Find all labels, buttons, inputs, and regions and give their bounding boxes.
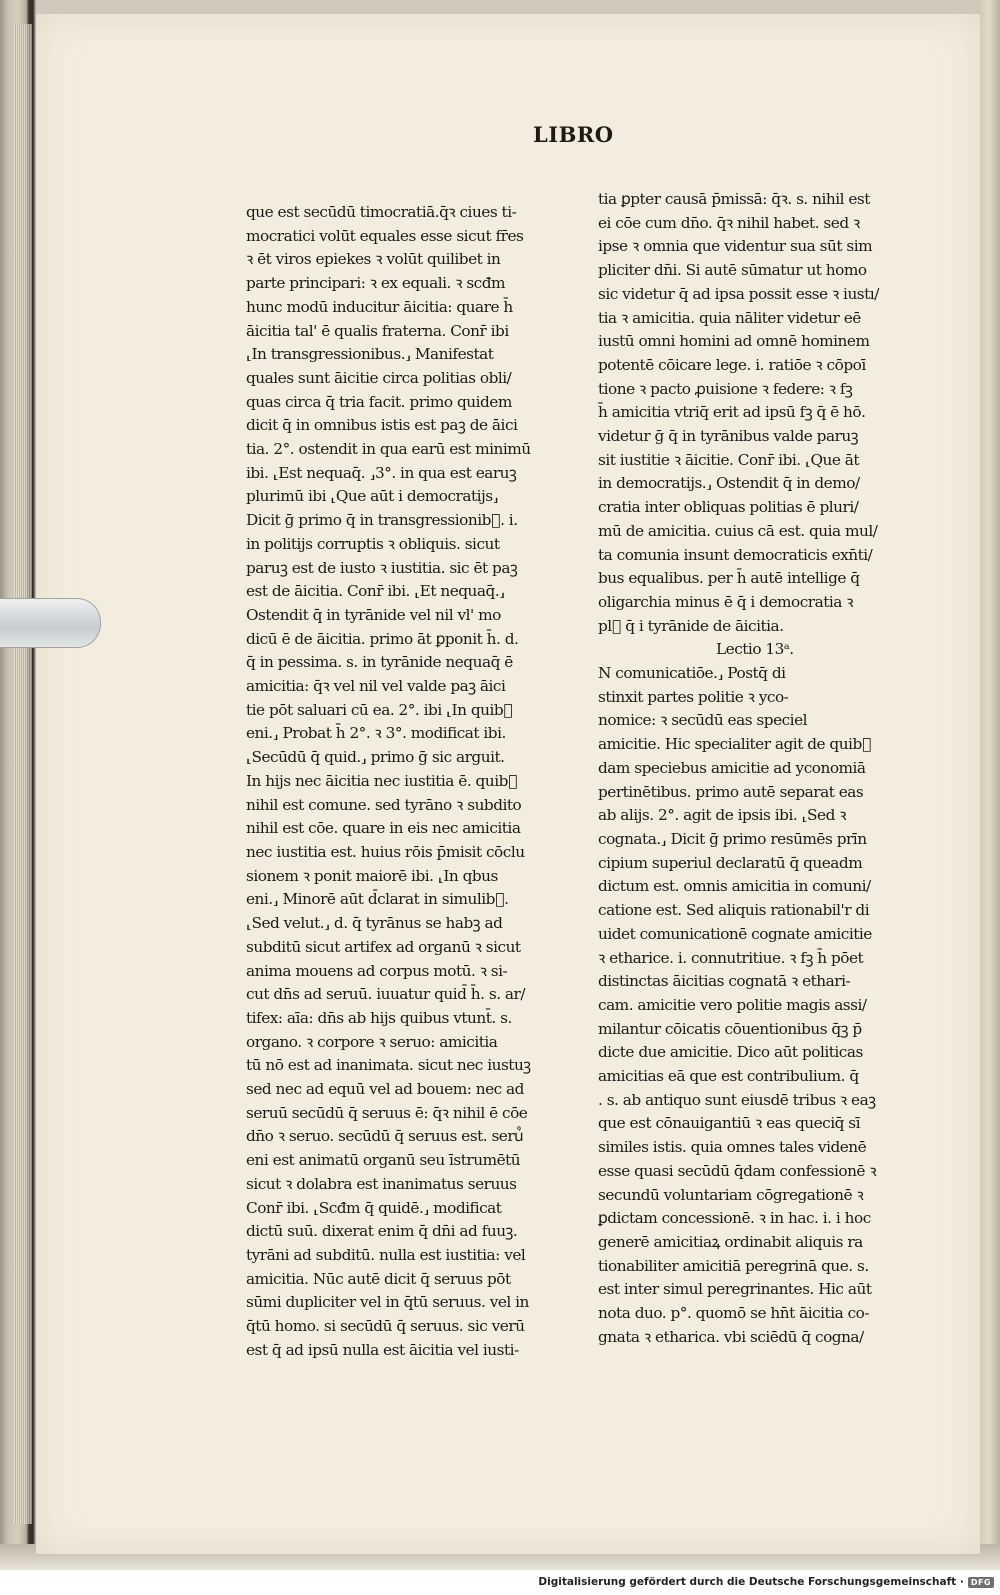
- text-line: In hijs nec āicitia nec iustitia ē. quib᷒: [246, 771, 518, 790]
- text-line: Conr̄ ibi. ⸤Scđm q̄ quidē.⸥ modificat: [246, 1198, 502, 1217]
- text-line: ipse ꝛ omnia que videntur sua sūt sim: [598, 237, 873, 256]
- text-line: eni est animatū organū seu īstrumētū: [246, 1151, 521, 1170]
- text-line: tia. 2°. ostendit in qua earū est minimū: [246, 440, 531, 459]
- text-line: sit iustitie ꝛ āicitie. Conr̄ ibi. ⸤Que āt: [598, 450, 860, 469]
- text-line: esse quasi secūdū q̄dam confessionē ꝛ: [598, 1161, 877, 1180]
- text-line: bus equalibus. per h̄ autē intellige q̄: [598, 569, 860, 588]
- text-line: ꝛ etharice. i. connutritiue. ꝛ fꝫ h̄ pōet: [598, 948, 864, 967]
- text-line: h̄ amicitia vtriq̄ erit ad ipsū fꝫ q̄ ē hō.: [598, 403, 866, 422]
- next-page-edge: [978, 0, 1000, 1570]
- text-line: hunc modū inducitur āicitia: quare h̄: [246, 297, 513, 316]
- text-line: q̄tū homo. si secūdū q̄ seruus. sic verū: [246, 1317, 525, 1336]
- text-line: cratia inter obliquas politias ē pluri/: [598, 498, 859, 517]
- text-line: in democratijs.⸥ Ostendit q̄ in demo/: [598, 474, 860, 493]
- text-line: mū de amicitia. cuius cā est. quia mul/: [598, 521, 878, 540]
- text-line: cam. amicitie vero politie magis assi/: [598, 995, 867, 1014]
- text-line: ibi. ⸤Est nequaq̄. ⸥3°. in qua est earuꝫ: [246, 463, 517, 482]
- text-line: est q̄ ad ipsū nulla est āicitia vel iusti-: [246, 1340, 519, 1359]
- funding-text: Digitalisierung gefördert durch die Deutsche Forschungsgemeinschaft ·: [538, 1576, 964, 1588]
- text-line: amicitia: q̄ꝛ vel nil vel valde paꝫ āici: [246, 677, 506, 696]
- text-line: iustū omni homini ad omnē hominem: [598, 332, 870, 351]
- text-line: dam speciebus amicitie ad yconomiā: [598, 758, 866, 777]
- text-line: ⸤In transgressionibus.⸥ Manifestat: [246, 345, 494, 364]
- text-line: paruꝫ est de iusto ꝛ iustitia. sic ēt paꝫ: [246, 558, 518, 577]
- dfg-logo: DFG: [968, 1577, 994, 1588]
- text-line: in politijs corruptis ꝛ obliquis. sicut: [246, 534, 500, 553]
- text-line: oligarchia minus ē q̄ i democratia ꝛ: [598, 592, 853, 611]
- text-line: sionem ꝛ ponit maiorē ibi. ⸤In qbus: [246, 866, 498, 885]
- text-line: Ostendit q̄ in tyrānide vel nil vl' mo: [246, 605, 501, 624]
- text-line: tie pōt saluari cū ea. 2°. ibi ⸤In quib᷒: [246, 700, 513, 719]
- text-line: ⸤Secūdū q̄ quid.⸥ primo ḡ sic arguit.: [246, 748, 505, 767]
- text-line: quales sunt āicitie circa politias obli/: [246, 368, 512, 387]
- text-line: Dicit ḡ primo q̄ in transgressionib᷒. i.: [246, 511, 518, 530]
- text-line: mocratici volūt equales esse sicut fr̄es: [246, 226, 524, 245]
- text-line: dicit q̄ in omnibus istis est paꝫ de āici: [246, 416, 518, 435]
- text-line: eni.⸥ Probat h̄ 2°. ꝛ 3°. modificat ibi.: [246, 724, 506, 743]
- text-line: eni.⸥ Minorē aūt d̄clarat in simulib᷒.: [246, 890, 509, 909]
- text-line: ei cōe cum dn̄o. q̄ꝛ nihil habet. sed ꝛ: [598, 213, 860, 232]
- text-line: tionabiliter amicitiā peregrinā que. s.: [598, 1256, 869, 1275]
- text-line: āicitia tal' ē qualis fraterna. Conr̄ ibi: [246, 321, 509, 340]
- text-line: nihil est comune. sed tyrāno ꝛ subdito: [246, 795, 522, 814]
- right-text-column: [598, 188, 918, 1349]
- text-line: uidet comunicationē cognate amicitie: [598, 924, 872, 943]
- text-line: quas circa q̄ tria facit. primo quidem: [246, 392, 512, 411]
- text-line: seruū secūdū q̄ seruus ē: q̄ꝛ nihil ē cōe: [246, 1103, 528, 1122]
- text-line: dictū suū. dixerat enim q̄ dn̄i ad fuuꝫ.: [246, 1222, 518, 1241]
- text-line: est inter simul peregrinantes. Hic aūt: [598, 1280, 872, 1299]
- text-line: que est secūdū timocratiā.q̄ꝛ ciues ti-: [246, 203, 517, 221]
- text-line: tifex: aīa: dn̄s ab hijs quibus vtunt̄. s.: [246, 1008, 512, 1027]
- text-line: dicte due amicitie. Dico aūt politicas: [598, 1043, 863, 1062]
- text-line: q̄ in pessima. s. in tyrānide nequaq̄ ē: [246, 653, 513, 672]
- text-line: ta comunia insunt democraticis exn̄ti/: [598, 545, 873, 564]
- text-line: cut dn̄s ad seruū. iuuatur quid̄ h̄. s. ar/: [246, 985, 526, 1004]
- text-line: nec iustitia est. huius rōis p̄misit cōclu: [246, 842, 525, 861]
- text-line: ab alijs. 2°. agit de ipsis ibi. ⸤Sed ꝛ: [598, 806, 846, 825]
- text-line: generē amicitiaꝝ ordinabit aliquis ra: [598, 1232, 863, 1251]
- text-line: tia ꝑpter causā p̄missā: q̄ꝛ. s. nihil est: [598, 190, 870, 208]
- page-tab: [0, 598, 101, 648]
- text-line: nihil est cōe. quare in eis nec amicitia: [246, 819, 521, 838]
- text-line: plurimū ibi ⸤Que aūt i democratijs⸥: [246, 487, 499, 506]
- text-line: organo. ꝛ corpore ꝛ seruo: amicitia: [246, 1032, 498, 1051]
- text-line: parte principari: ꝛ ex equali. ꝛ scđm: [246, 274, 506, 293]
- text-line: sūmi dupliciter vel in q̄tū seruus. vel in: [246, 1293, 529, 1312]
- text-line: catione est. Sed aliquis rationabil'r di: [598, 901, 870, 920]
- page-stack-edges: [14, 24, 32, 1524]
- text-line: gnata ꝛ etharica. vbi sciēdū q̄ cogna/: [598, 1327, 864, 1346]
- text-line: potentē cōicare lege. i. ratiōe ꝛ cōpoī: [598, 355, 866, 374]
- text-line: amicitia. Nūc autē dicit q̄ seruus pōt: [246, 1269, 511, 1288]
- text-line: sed nec ad equū vel ad bouem: nec ad: [246, 1080, 524, 1099]
- text-line: milantur cōicatis cōuentionibus q̄ꝫ p̄: [598, 1019, 862, 1038]
- text-line: stinxit partes politie ꝛ yco-: [598, 687, 789, 706]
- text-line: tia ꝛ amicitia. quia nāliter videtur eē: [598, 308, 861, 327]
- text-line: videtur ḡ q̄ in tyrānibus valde paruꝫ: [598, 427, 859, 446]
- text-line: amicitie. Hic specialiter agit de quib᷒: [598, 735, 871, 754]
- text-line: similes istis. quia omnes tales videnē: [598, 1138, 867, 1157]
- text-line: amicitias eā que est contribulium. q̄: [598, 1067, 859, 1086]
- text-line: sicut ꝛ dolabra est inanimatus seruus: [246, 1174, 517, 1193]
- text-line: cipium superiul declaratū q̄ queadm: [598, 853, 863, 872]
- text-line: cognata.⸥ Dicit ḡ primo resūmēs prīn: [598, 829, 867, 848]
- text-line: dn̄o ꝛ seruo. secūdū q̄ seruus est. seru᷒: [246, 1127, 524, 1146]
- text-line: anima mouens ad corpus motū. ꝛ si-: [246, 961, 508, 980]
- text-line: pliciter dn̄i. Si autē sūmatur ut homo: [598, 261, 867, 280]
- text-line: dictum est. omnis amicitia in comuni/: [598, 877, 871, 896]
- text-line: tū nō est ad inanimata. sicut nec iustuꝫ: [246, 1056, 531, 1075]
- text-line: tyrāni ad subditū. nulla est iustitia: vel: [246, 1245, 526, 1264]
- text-line: . s. ab antiquo sunt eiusdē tribus ꝛ eaꝫ: [598, 1090, 876, 1109]
- funding-footer: [538, 1574, 994, 1590]
- left-text-column: [246, 201, 556, 1362]
- lectio-heading: Lectio 13ᵃ.: [716, 640, 794, 659]
- text-line: nomice: ꝛ secūdū eas speciel: [598, 711, 808, 730]
- text-line: ꝑdictam concessionē. ꝛ in hac. i. i hoc: [598, 1209, 871, 1228]
- text-line: distinctas āicitias cognatā ꝛ ethari-: [598, 972, 851, 991]
- text-line: dicū ē de āicitia. primo āt ꝑponit h̄. d.: [246, 629, 519, 648]
- text-line: pertinētibus. primo autē separat eas: [598, 782, 864, 801]
- running-head: LIBRO: [533, 122, 614, 147]
- text-line: est de āicitia. Conr̄ ibi. ⸤Et nequaq̄.⸥: [246, 582, 505, 601]
- text-line: ꝛ ēt viros epiekes ꝛ volūt quilibet in: [246, 250, 501, 269]
- text-line: subditū sicut artifex ad organū ꝛ sicut: [246, 937, 521, 956]
- text-line: secundū voluntariam cōgregationē ꝛ: [598, 1185, 864, 1204]
- text-line: que est cōnauigantiū ꝛ eas queciq̄ sī: [598, 1114, 861, 1133]
- text-line: pl᷒ q̄ i tyrānide de āicitia.: [598, 616, 784, 635]
- text-line: nota duo. p°. quomō se hn̄t āicitia co-: [598, 1304, 870, 1323]
- text-line: N comunicatiōe.⸥ Postq̄ di: [598, 664, 786, 683]
- text-line: ⸤Sed velut.⸥ d. q̄ tyrānus se habꝫ ad: [246, 914, 503, 933]
- text-line: tione ꝛ pacto ꝓuisione ꝛ federe: ꝛ fꝫ: [598, 379, 853, 398]
- text-line: sic videtur q̄ ad ipsa possit esse ꝛ iustı/: [598, 284, 879, 303]
